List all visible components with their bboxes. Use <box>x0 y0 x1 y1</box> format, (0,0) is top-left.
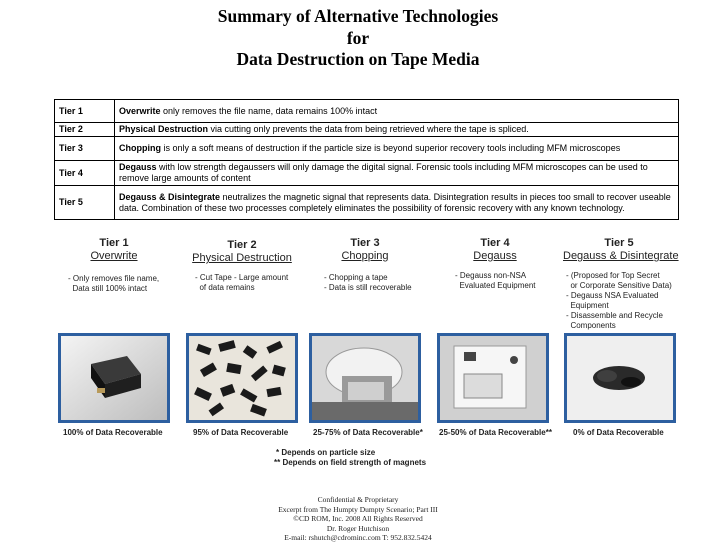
title-line-3: Data Destruction on Tape Media <box>236 49 480 69</box>
footer-line: Excerpt from The Humpty Dumpty Scenario; Part III <box>278 504 438 514</box>
column-method-label: Degauss <box>473 250 517 262</box>
tier-5-photo <box>564 333 676 423</box>
tier-desc-text: neutralizes the magnetic signal that represents data. Disintegration results in pieces too small to recover useable data. Combination of these two processes completely eliminates the possibility of forensic recovery with any known technology. <box>119 191 671 213</box>
tier-1-photo <box>58 333 170 423</box>
table-row <box>55 100 679 123</box>
footnotes <box>270 448 426 468</box>
tier-1-caption: 100% of Data Recoverable <box>63 428 163 437</box>
column-tier-label: Tier 5 <box>604 237 634 249</box>
tier-description <box>115 137 679 161</box>
tier-3-column <box>309 237 421 292</box>
tier-name: Tier 3 <box>55 137 115 161</box>
tier-description <box>115 161 679 186</box>
column-method-label: Chopping <box>341 250 389 262</box>
document-title <box>0 6 716 71</box>
tier-name: Tier 2 <box>55 123 115 137</box>
column-method-label: Overwrite <box>90 250 138 262</box>
tier-summary-table <box>54 99 679 220</box>
tier-term: Physical Destruction <box>119 124 209 134</box>
tier-2-caption: 95% of Data Recoverable <box>193 428 289 437</box>
tier-3-photo <box>309 333 421 423</box>
tier-4-column <box>439 237 551 290</box>
footnote-field-strength: ** Depends on field strength of magnets <box>274 458 427 467</box>
column-bullets: - Degauss non-NSA Evaluated Equipment <box>455 271 536 290</box>
column-tier-label: Tier 4 <box>480 237 510 249</box>
tier-5-caption: 0% of Data Recoverable <box>573 428 664 437</box>
table-row <box>55 137 679 161</box>
tier-description <box>115 123 679 137</box>
tier-1-column <box>58 237 170 293</box>
footer-line: E-mail: rshutch@cdrominc.com T: 952.832.5424 <box>284 533 432 542</box>
tier-4-caption: 25-50% of Data Recoverable** <box>439 428 552 437</box>
title-line-1: Summary of Alternative Technologies <box>217 6 499 26</box>
tier-desc-text: only removes the file name, data remains 100% intact <box>160 105 378 116</box>
column-method-label: Physical Destruction <box>192 252 292 264</box>
tier-term: Degauss & Disintegrate <box>119 191 221 202</box>
column-tier-label: Tier 3 <box>350 237 380 249</box>
tier-description <box>115 186 679 220</box>
tier-5-column <box>563 237 679 330</box>
tier-term: Chopping <box>119 143 161 153</box>
tier-name: Tier 1 <box>55 100 115 123</box>
table-row <box>55 161 679 186</box>
column-bullets: - Chopping a tape - Data is still recoverable <box>324 273 412 292</box>
footer-line: Dr. Roger Hutchison <box>326 523 390 533</box>
tier-2-column <box>186 239 298 292</box>
footer-line: ©CD ROM, Inc. 2008 All Rights Reserved <box>293 514 423 523</box>
footer-line: Confidential & Proprietary <box>317 495 399 504</box>
tier-2-photo <box>186 333 298 423</box>
column-tier-label: Tier 1 <box>99 237 129 249</box>
tier-desc-text: via cutting only prevents the data from being retrieved where the tape is spliced. <box>208 124 529 134</box>
column-tier-label: Tier 2 <box>227 239 257 251</box>
column-bullets: - Cut Tape - Large amount of data remains <box>195 273 289 292</box>
tier-4-photo <box>437 333 549 423</box>
footnote-particle-size: * Depends on particle size <box>276 448 376 457</box>
footer <box>0 495 716 543</box>
table-row <box>55 186 679 220</box>
tier-3-caption: 25-75% of Data Recoverable* <box>313 428 423 437</box>
tier-desc-text: is only a soft means of destruction if the particle size is beyond superior recovery tools including MFM microscopes <box>161 143 621 153</box>
tier-term: Degauss <box>119 162 157 172</box>
column-method-label: Degauss & Disintegrate <box>563 250 679 262</box>
column-bullets: - (Proposed for Top Secret or Corporate Sensitive Data) - Degauss NSA Evaluated Equipment - Disassemble and Recycle Components <box>566 271 672 330</box>
tier-desc-text: with low strength degaussers will only damage the digital signal. Forensic tools including MFM microscopes can be used to remove large amounts of content <box>119 162 648 183</box>
tier-term: Overwrite <box>119 105 161 116</box>
table-row <box>55 123 679 137</box>
tier-name: Tier 4 <box>55 161 115 186</box>
tier-description <box>115 100 679 123</box>
column-bullets: - Only removes file name, Data still 100% intact <box>68 274 160 293</box>
tier-name: Tier 5 <box>55 186 115 220</box>
title-line-2: for <box>346 27 370 48</box>
